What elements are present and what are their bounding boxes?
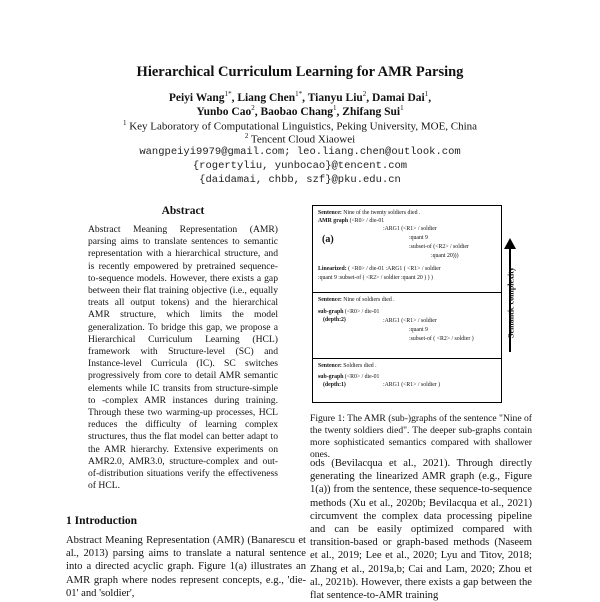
figure-panel-depth-2: Sentence: Nine of soldiers died . sub-graph (<R0> / die-01 (depth:2) :ARG1 (<R1> / soldier :quant 9 :subset-of ( <R2> / soldier ) [313,292,501,359]
figure-panel-depth-1: Sentence: Soldiers died . sub-graph (<R0> / die-01 (depth:1) :ARG1 (<R1> / soldier ) [313,358,501,403]
email-line: wangpeiyi9979@gmail.com; leo.liang.chen@outlook.com [139,146,461,158]
figure-panel-amr-graph: Sentence: Nine of the twenty soldiers died . AMR graph (<R0> / die-01 (a) :ARG1 (<R1> / soldier :quant 9 :subset-of (<R2> / soldier :quant 20))) Linearized: ( <R0> / die-01 :ARG1 ( <R1> / soldier :quant 9 :subset-of ( <R2> / soldier :quant 20 ) ) ) [318,210,469,281]
author-line-2: Yunbo Cao$^2$, Baobao Chang$^1$, Zhifang Sui$^1$ [196,104,404,118]
figure-caption: Figure 1: The AMR (sub-)graphs of the sentence "Nine of the twenty soldiers died". The deeper sub-graphs contain more sophisticated semantics compared with shallower ones. [310,413,532,460]
abstract-heading: Abstract [161,205,205,217]
email-line: {rogertyliu, yunbocao}@tencent.com [192,160,408,172]
figure-tag: (a) [322,234,334,245]
paper-title: Hierarchical Curriculum Learning for AMR Parsing [136,64,464,80]
abstract-text: Abstract Meaning Representation (AMR) parsing aims to translate sentences to semantic representation with a hierarchical structure, and is recently empowered by pretrained sequence-to-sequence models. However, there exists a gap between their flat training objective (i.e., equally treats all output tokens) and the hierarchical AMR structure, which limits the model generalization. To bridge this gap, we propose a Hierarchical Curriculum Learning (HCL) framework with Structure-level (SC) and Instance-level Curricula (IC). SC switches progressively from core to detail AMR semantic elements while IC transits from structure-simple to -complex AMR instances during training. Through these two warming-up processes, HCL reduces the difficulty of learning complex structures, thus the flat model can better adapt to the AMR hierarchy. Extensive experiments on AMR2.0, AMR3.0, structure-complex and out-of-distribution situations verify the effectiveness of HCL. [88,224,278,492]
section-heading-introduction: 1 Introduction [66,515,138,527]
introduction-text: Abstract Meaning Representation (AMR) (Banarescu et al., 2013) parsing aims to translate a natural sentence into a directed acyclic graph. Figure 1(a) illustrates an AMR graph where nodes represent concepts, e.g., 'die-01' and 'soldier', [66,535,306,599]
affiliation-2: $^2$ Tencent Cloud Xiaowei [244,132,356,146]
email-line: {daidamai, chbb, szf}@pku.edu.cn [199,174,401,186]
figure-1 [312,205,502,403]
affiliation-1: $^1$ Key Laboratory of Computational Linguistics, Peking University, MOE, China [122,119,478,133]
author-line-1: Peiyi Wang$^{1*}$, Liang Chen$^{1*}$, Tianyu Liu$^2$, Damai Dai$^1$, [168,90,432,104]
right-column-text: ods (Bevilacqua et al., 2021). Through directly generating the linearized AMR graph (e.g., Figure 1(a)) from the sentence, these sequence-to-sequence methods (Xu et al., 2020b; Bevilacqua et al., 2021) circumvent the complex data processing pipeline and can be easily optimized compared with transition-based or graph-based methods (Naseem et al., 2019; Lee et al., 2020; Lyu and Titov, 2018; Zhang et al., 2019a,b; Cai and Lam, 2020; Zhou et al., 2021b). However, there exists a gap between the flat sentence-to-AMR training [310,458,532,602]
semantic-complexity-label: Semantic complexity [506,267,516,338]
